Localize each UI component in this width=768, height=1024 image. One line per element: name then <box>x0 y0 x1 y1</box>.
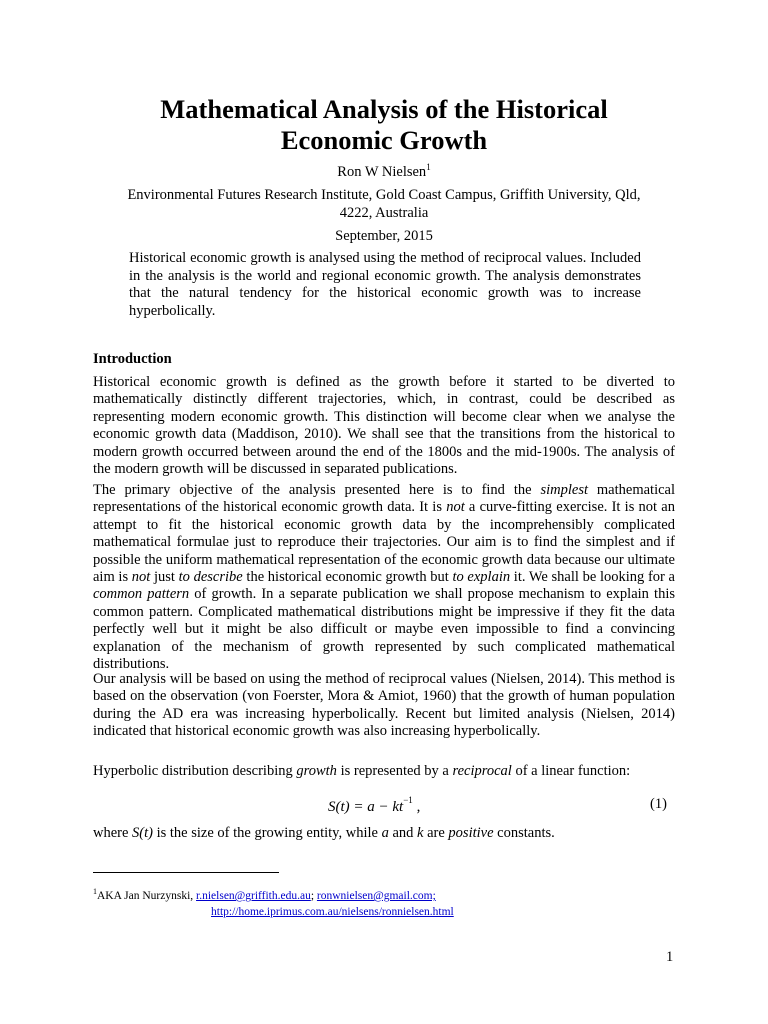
intro-paragraph-3: Our analysis will be based on using the method of reciprocal values (Nielsen, 2014). This method is based on the observation (von Foerster, Mora & Amiot, 1960) that the growth of human population during the AD era was increasing hyperbolically. Recent but limited analysis (Nielsen, 2014) indicated that historical economic growth was also increasing hyperbolically. <box>93 671 675 740</box>
title-line-1: Mathematical Analysis of the Historical <box>160 94 608 124</box>
affiliation-line-2: 4222, Australia <box>339 205 429 221</box>
abstract: Historical economic growth is analysed using the method of reciprocal values. Included in the analysis is the world and regional economic growth. The analysis demonstrates that the natural tendency for the historical economic growth was to increase hyperbolically. <box>129 250 641 319</box>
homepage-link[interactable]: http://home.iprimus.com.au/nielsens/ronnielsen.html <box>211 905 454 918</box>
footnote-separator <box>93 872 279 873</box>
author-footnote-mark: 1 <box>426 162 431 172</box>
author <box>0 162 768 181</box>
footnote: $^1$AKA Jan Nurzynski, r.nielsen@griffith.edu.au; ronwnielsen@gmail.com; http://home.iprimus.com.au/nielsens/ronnielsen.html <box>93 887 454 918</box>
affiliation <box>100 186 668 222</box>
intro-paragraph-2: The primary objective of the analysis presented here is to find the simplest mathematical representations of the historical economic growth data. It is not a curve-fitting exercise. It is not an attempt to fit the historical economic growth data by the incomprehensibly complicated mathematical formulae just to reproduce their trajectories. Our aim is to find the simplest and if possible the uniform mathematical representation of the economic growth data because our ultimate aim is not just to describe the historical economic growth but to explain it. We shall be looking for a common pattern of growth. In a separate publication we shall propose mechanism to explain this common pattern. Complicated mathematical distributions might be impressive if they fit the data perfectly well but it might be also difficult or maybe even impossible to find a convincing explanation of the mechanism of growth represented by such complicated mathematical distributions. <box>93 482 676 673</box>
section-heading-introduction: Introduction <box>93 351 172 367</box>
footnote-mark: 1 <box>93 887 97 896</box>
intro-paragraph-5: where S(t) is the size of the growing entity, while a and k are positive constants. <box>93 825 555 841</box>
publication-date: September, 2015 <box>335 228 433 244</box>
page-number: 1 <box>666 949 674 965</box>
paper-title <box>80 94 688 156</box>
email-link-gmail[interactable]: ronwnielsen@gmail.com; <box>316 889 436 902</box>
author-name: Ron W Nielsen <box>337 163 427 180</box>
equation-1: $S(t) = a - kt^{-1}$ , <box>328 795 421 815</box>
intro-paragraph-4: Hyperbolic distribution describing growth is represented by a reciprocal of a linear function: <box>93 763 631 779</box>
intro-paragraph-1: Historical economic growth is defined as the growth before it started to be diverted to mathematically distinctly different trajectories, which, in contrast, could be described as representing modern economic growth. This distinction will become clear when we analyse the economic growth data (Maddison, 2010). We shall see that the transitions from the historical to modern growth occurred between around the end of the 1800s and the mid-1900s. The analysis of the modern growth will be discussed in separated publications. <box>93 374 675 478</box>
equation-number: (1) <box>650 796 667 812</box>
title-line-2: Economic Growth <box>280 125 488 155</box>
email-link-griffith[interactable]: r.nielsen@griffith.edu.au <box>196 889 311 902</box>
affiliation-line-1: Environmental Futures Research Institute, Gold Coast Campus, Griffith University, Qld, <box>127 187 641 203</box>
